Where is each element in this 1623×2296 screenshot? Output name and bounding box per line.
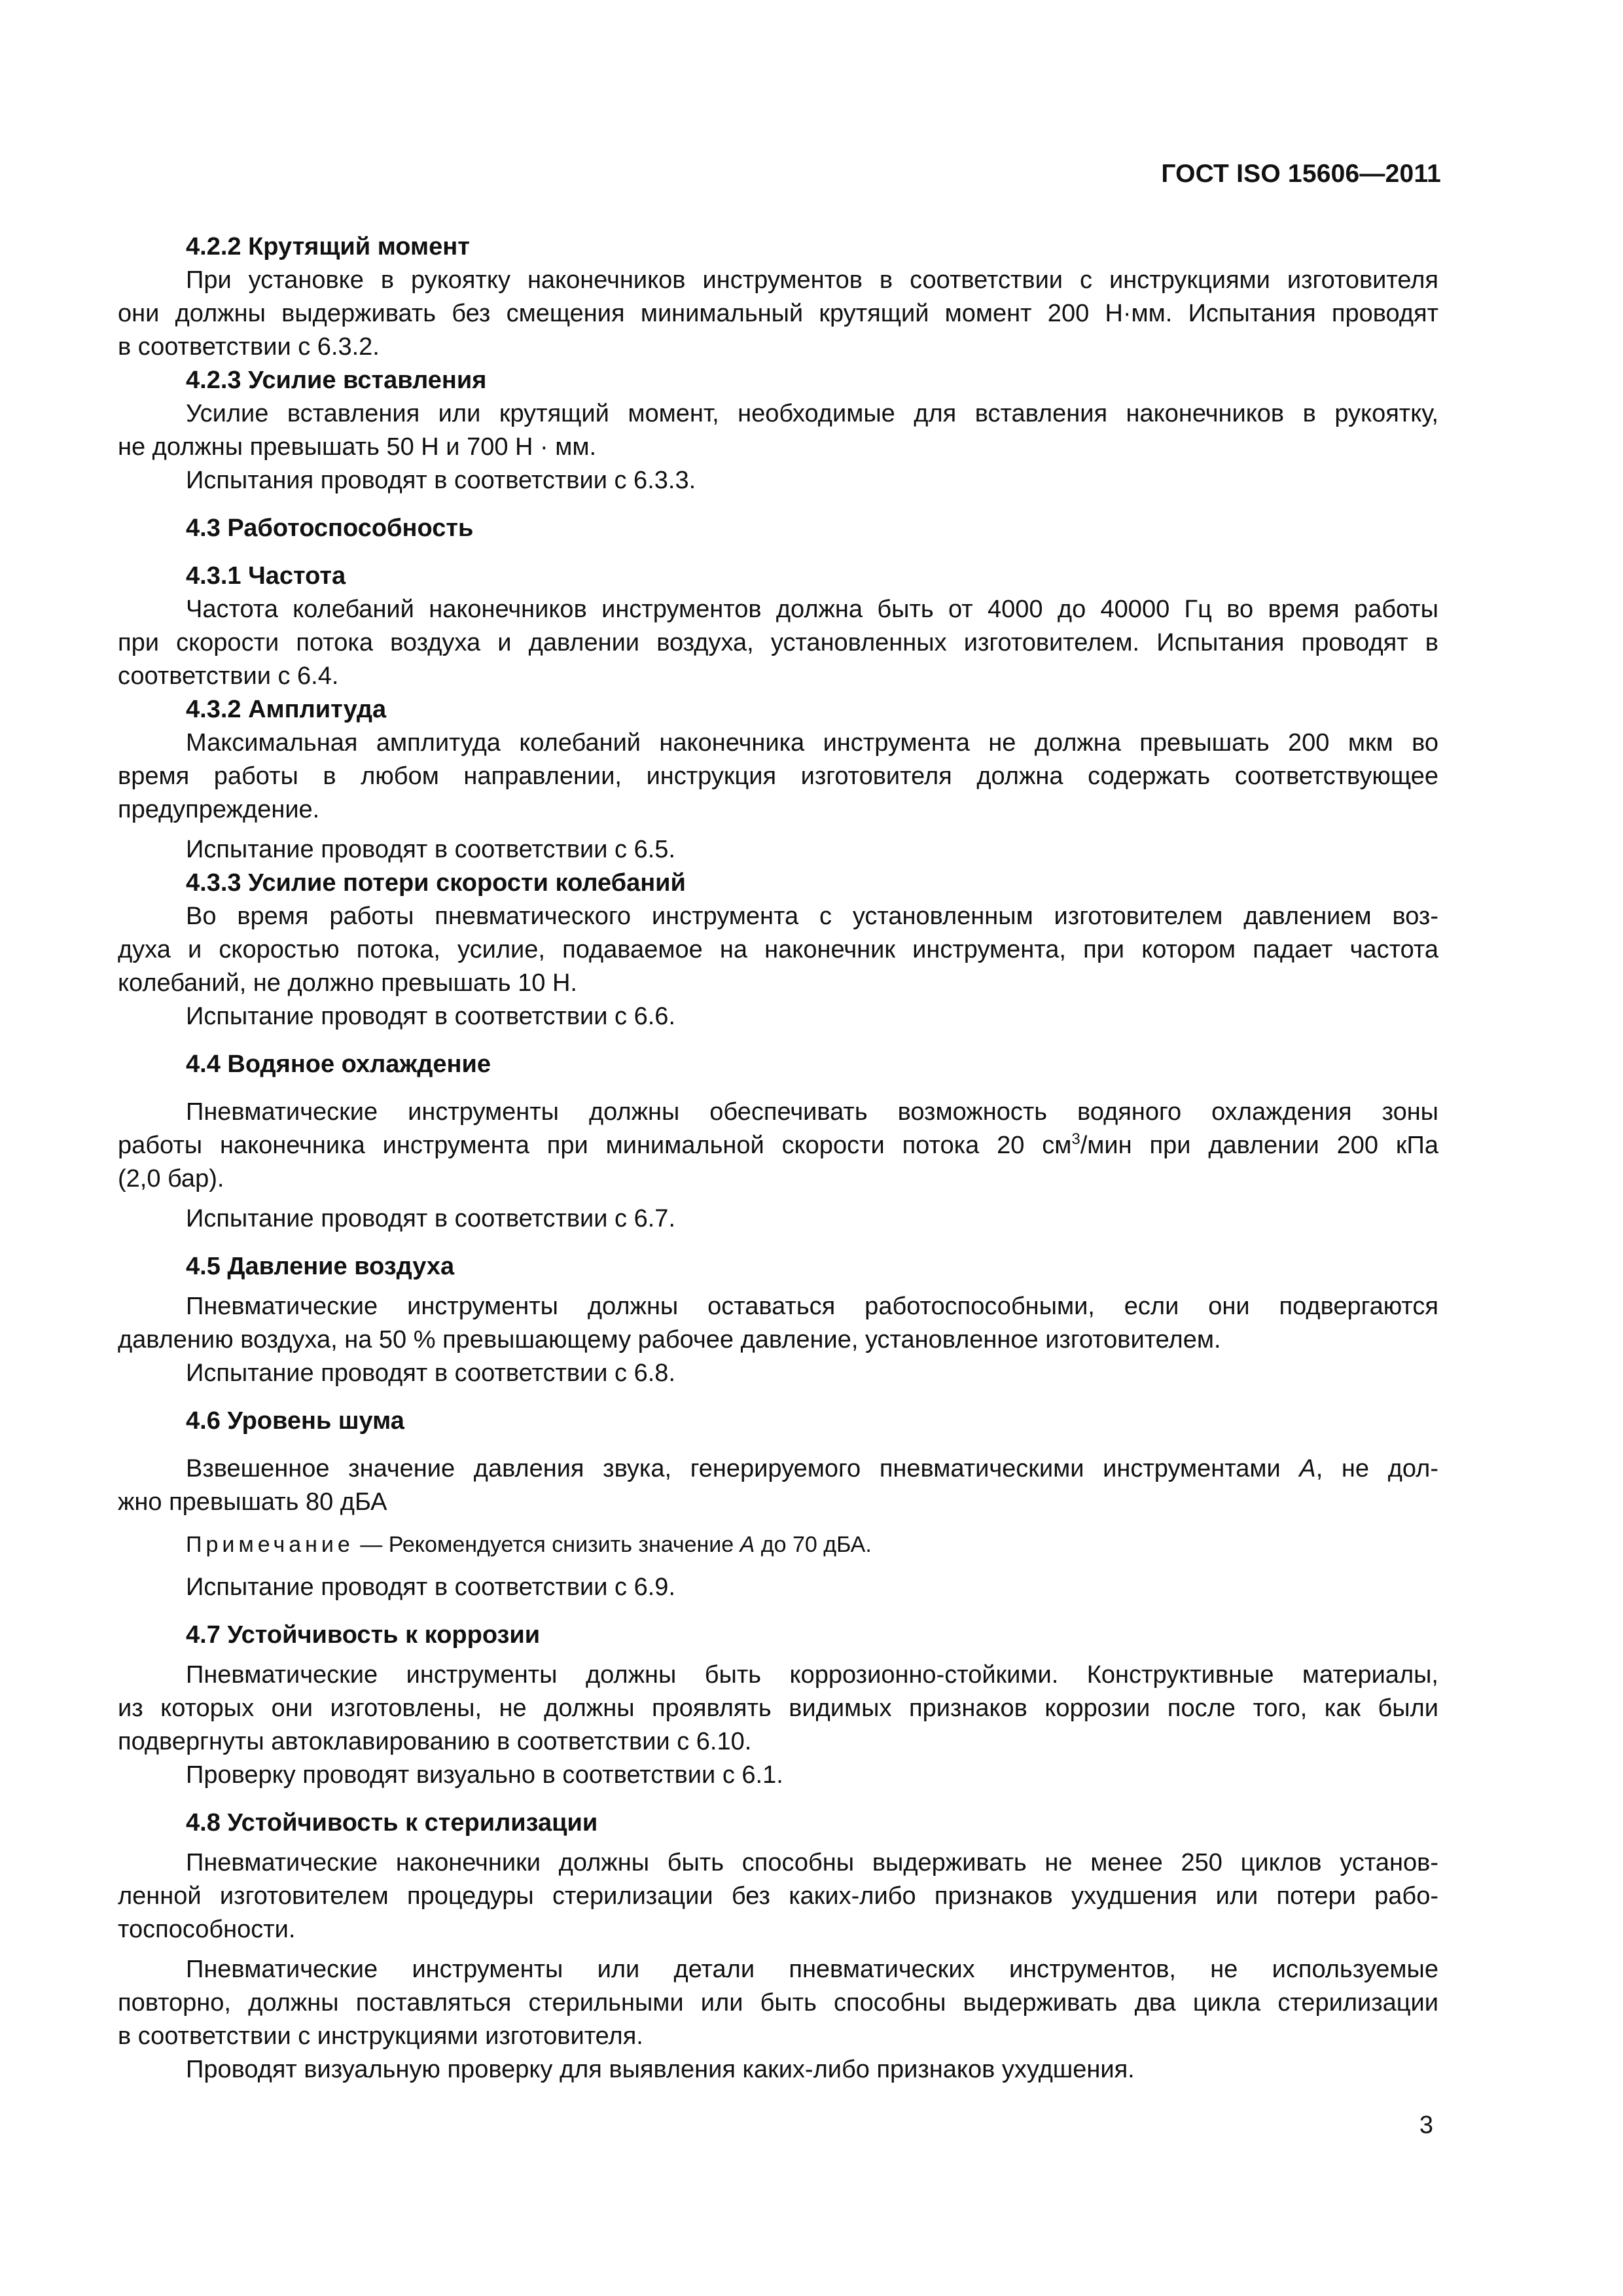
section-heading-4-4: 4.4 Водяное охлаждение [186, 1050, 491, 1078]
text-line: не должны превышать 50 Н и 700 Н · мм. [118, 433, 597, 461]
text-line: Испытание проводят в соответствии с 6.9. [186, 1573, 675, 1601]
document-body [118, 230, 1438, 2087]
text-line: Взвешенное значение давления звука, генерируемого пневматическими инструментами А, не дол- [186, 1455, 1438, 1482]
paragraph-4-5 [118, 1290, 1438, 1390]
text-line: Пневматические инструменты должны оставаться работоспособными, если они подвергаются [186, 1293, 1438, 1320]
text-line: Испытания проводят в соответствии с 6.3.3. [186, 467, 696, 494]
text-line: соответствии с 6.4. [118, 662, 339, 690]
paragraph-4-2-2 [118, 264, 1438, 364]
section-heading-4-3-2: 4.3.2 Амплитуда [186, 696, 387, 723]
paragraph-4-7 [118, 1659, 1438, 1792]
paragraph-4-4 [118, 1096, 1438, 1236]
text-line: при скорости потока воздуха и давлении воздуха, установленных изготовителем. Испытания проводят в [118, 629, 1438, 656]
text-line: Максимальная амплитуда колебаний наконечника инструмента не должна превышать 200 мкм во [186, 729, 1438, 757]
text-line: Пневматические инструменты должны быть коррозионно-стойкими. Конструктивные материалы, [186, 1661, 1438, 1689]
paragraph-4-8 [118, 1846, 1438, 2087]
paragraph-4-3-1 [118, 593, 1438, 693]
text-line: тоспособности. [118, 1916, 296, 1943]
text-line: повторно, должны поставляться стерильными или быть способны выдерживать два цикла стерилизации [118, 1989, 1438, 2017]
text-line: Пневматические наконечники должны быть способны выдерживать не менее 250 циклов установ- [186, 1849, 1438, 1876]
note-label: Примечание [186, 1532, 354, 1557]
section-heading-4-3: 4.3 Работоспособность [186, 514, 474, 542]
text-line: ленной изготовителем процедуры стерилизации без каких-либо признаков ухудшения или потери рабо- [118, 1882, 1438, 1910]
section-heading-4-3-3: 4.3.3 Усилие потери скорости колебаний [186, 869, 686, 897]
text-line: Испытание проводят в соответствии с 6.8. [186, 1359, 675, 1387]
text-line: Усилие вставления или крутящий момент, необходимые для вставления наконечников в рукоятку, [186, 400, 1438, 427]
section-heading-4-2-3: 4.2.3 Усилие вставления [186, 367, 487, 394]
text-line: Пневматические инструменты или детали пневматических инструментов, не используемые [186, 1956, 1438, 1983]
text-line: Испытание проводят в соответствии с 6.6. [186, 1003, 675, 1030]
paragraph-4-3-3 [118, 900, 1438, 1033]
section-heading-4-7: 4.7 Устойчивость к коррозии [186, 1621, 541, 1649]
text-line: в соответствии с инструкциями изготовителя. [118, 2022, 643, 2050]
text-line: Испытание проводят в соответствии с 6.7. [186, 1205, 675, 1232]
text-line: Испытание проводят в соответствии с 6.5. [186, 836, 675, 863]
section-heading-4-6: 4.6 Уровень шума [186, 1407, 404, 1435]
page-number: 3 [1419, 2111, 1433, 2139]
text-line: колебаний, не должно превышать 10 Н. [118, 969, 577, 997]
section-heading-4-2-2: 4.2.2 Крутящий момент [186, 233, 470, 260]
text-line: При установке в рукоятку наконечников инструментов в соответствии с инструкциями изготовителя [186, 266, 1438, 294]
text-line: Проверку проводят визуально в соответствии с 6.1. [186, 1761, 783, 1789]
text-line: давлению воздуха, на 50 % превышающему рабочее давление, установленное изготовителем. [118, 1326, 1221, 1354]
text-line: Во время работы пневматического инструмента с установленным изготовителем давлением воз- [186, 903, 1438, 930]
paragraph-4-6 [118, 1452, 1438, 1604]
text-line: (2,0 бар). [118, 1165, 224, 1193]
section-heading-4-5: 4.5 Давление воздуха [186, 1253, 455, 1280]
text-line: подвергнуты автоклавированию в соответствии с 6.10. [118, 1728, 752, 1755]
text-line: Проводят визуальную проверку для выявления каких-либо признаков ухудшения. [186, 2056, 1135, 2083]
document-header: ГОСТ ISO 15606—2011 [1161, 160, 1441, 188]
text-line: Частота колебаний наконечников инструментов должна быть от 4000 до 40000 Гц во время работы [186, 596, 1438, 623]
text-line: предупреждение. [118, 796, 320, 823]
note: Примечание — Рекомендуется снизить значение А до 70 дБА. [186, 1532, 872, 1557]
section-heading-4-8: 4.8 Устойчивость к стерилизации [186, 1809, 598, 1837]
text-line: из которых они изготовлены, не должны проявлять видимых признаков коррозии после того, как были [118, 1695, 1438, 1722]
text-line: в соответствии с 6.3.2. [118, 333, 380, 361]
section-heading-4-3-1: 4.3.1 Частота [186, 562, 346, 590]
paragraph-4-3-2 [118, 726, 1438, 867]
text-line: работы наконечника инструмента при минимальной скорости потока 20 $см^3$/мин при давлении 200 кПа [118, 1130, 1438, 1159]
text-line: Пневматические инструменты должны обеспечивать возможность водяного охлаждения зоны [186, 1098, 1438, 1126]
text-line: жно превышать 80 дБА [118, 1488, 387, 1516]
text-line: они должны выдерживать без смещения минимальный крутящий момент 200 Н·мм. Испытания проводят [118, 300, 1438, 327]
text-line: время работы в любом направлении, инструкция изготовителя должна содержать соответствующее [118, 762, 1438, 790]
paragraph-4-2-3 [118, 397, 1438, 497]
text-line: духа и скоростью потока, усилие, подаваемое на наконечник инструмента, при котором падает частота [118, 936, 1438, 963]
